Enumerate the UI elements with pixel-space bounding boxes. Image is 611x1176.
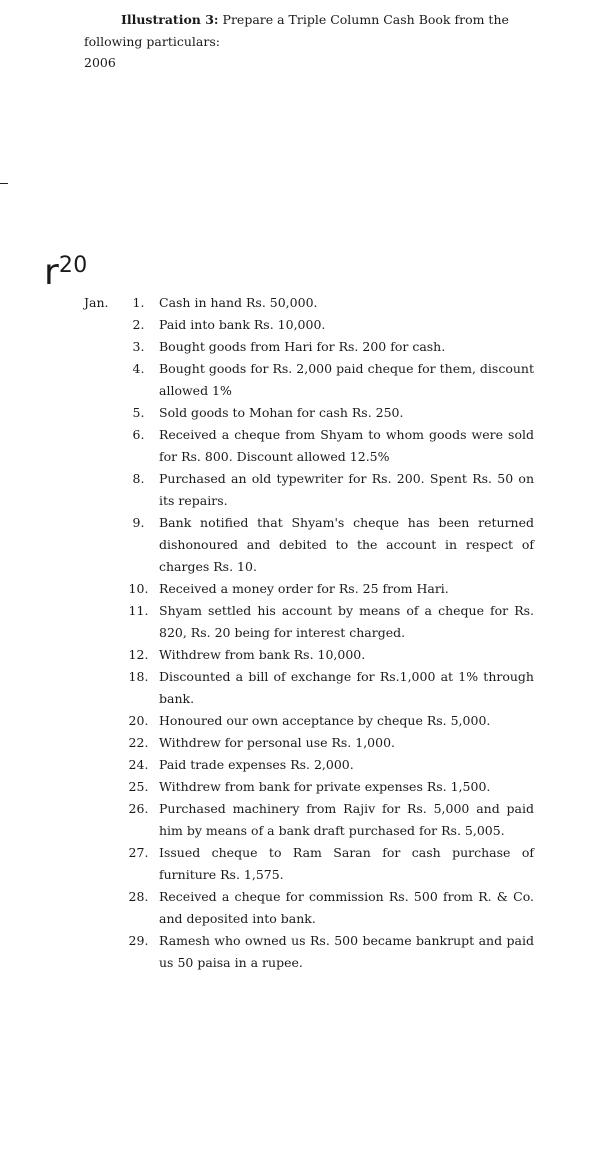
transaction-entry <box>118 512 534 578</box>
transaction-entry <box>118 886 534 930</box>
transaction-entry <box>118 358 534 402</box>
entry-text: Bought goods from Hari for Rs. 200 for cash. <box>159 339 446 354</box>
handwritten-annotation <box>44 253 88 298</box>
entry-day: 26. <box>128 801 149 816</box>
entry-day: 9. <box>132 515 145 530</box>
transaction-entry <box>118 732 534 754</box>
entry-day: 1. <box>132 295 145 310</box>
illustration-label: Illustration 3: <box>121 12 219 27</box>
transaction-entry <box>118 644 534 666</box>
transaction-list <box>118 292 534 974</box>
entry-text: Bought goods for Rs. 2,000 paid cheque for them, discount allowed 1% <box>159 361 534 398</box>
entry-day: 6. <box>132 427 145 442</box>
transaction-entry <box>118 842 534 886</box>
entry-text: Sold goods to Mohan for cash Rs. 250. <box>159 405 404 420</box>
entry-day: 22. <box>128 735 149 750</box>
entry-day: 24. <box>128 757 149 772</box>
entry-day: 4. <box>132 361 145 376</box>
entry-text: Withdrew from bank Rs. 10,000. <box>159 647 366 662</box>
transaction-entry <box>118 710 534 732</box>
illustration-heading <box>84 9 534 53</box>
entry-text: Paid into bank Rs. 10,000. <box>159 317 326 332</box>
entry-day: 27. <box>128 845 149 860</box>
entry-day: 11. <box>128 603 149 618</box>
entry-day: 25. <box>128 779 149 794</box>
transaction-entry <box>118 424 534 468</box>
transaction-entry <box>118 468 534 512</box>
transaction-entry <box>118 578 534 600</box>
entry-text: Paid trade expenses Rs. 2,000. <box>159 757 354 772</box>
entry-day: 3. <box>132 339 145 354</box>
entry-text: Received a cheque from Shyam to whom goods were sold for Rs. 800. Discount allowed 12.5% <box>159 427 534 464</box>
entry-day: 18. <box>128 669 149 684</box>
edge-mark <box>0 183 8 184</box>
entry-day: 5. <box>132 405 145 420</box>
entry-text: Discounted a bill of exchange for Rs.1,000 at 1% through bank. <box>159 669 534 706</box>
transaction-entry <box>118 930 534 974</box>
year-label: 2006 <box>84 55 116 70</box>
entry-text: Ramesh who owned us Rs. 500 became bankrupt and paid us 50 paisa in a rupee. <box>159 933 534 970</box>
transaction-entry <box>118 600 534 644</box>
illustration-instruction: Prepare a Triple Column Cash Book from the <box>222 12 509 27</box>
transaction-entry <box>118 292 534 314</box>
transaction-entry <box>118 402 534 424</box>
handwritten-number: 20 <box>58 253 88 278</box>
entry-day: 29. <box>128 933 149 948</box>
entry-text: Withdrew from bank for private expenses Rs. 1,500. <box>159 779 491 794</box>
entry-day: 28. <box>128 889 149 904</box>
entry-text: Shyam settled his account by means of a cheque for Rs. 820, Rs. 20 being for interest charged. <box>159 603 534 640</box>
entry-text: Purchased an old typewriter for Rs. 200. Spent Rs. 50 on its repairs. <box>159 471 534 508</box>
transaction-entry <box>118 336 534 358</box>
handwritten-mark: r <box>44 252 59 293</box>
entry-text: Received a cheque for commission Rs. 500 from R. & Co. and deposited into bank. <box>159 889 534 926</box>
entry-day: 10. <box>128 581 149 596</box>
transaction-entry <box>118 754 534 776</box>
entry-text: Issued cheque to Ram Saran for cash purchase of furniture Rs. 1,575. <box>159 845 534 882</box>
transaction-entry <box>118 314 534 336</box>
entry-text: Withdrew for personal use Rs. 1,000. <box>159 735 396 750</box>
transaction-entry <box>118 798 534 842</box>
entry-day: 20. <box>128 713 149 728</box>
entry-text: Received a money order for Rs. 25 from Hari. <box>159 581 449 596</box>
entry-text: Cash in hand Rs. 50,000. <box>159 295 318 310</box>
entry-text: Honoured our own acceptance by cheque Rs. 5,000. <box>159 713 491 728</box>
entry-text: Bank notified that Shyam's cheque has been returned dishonoured and debited to the account in respect of charges Rs. 10. <box>159 515 534 574</box>
transaction-entry <box>118 776 534 798</box>
entry-text: Purchased machinery from Rajiv for Rs. 5,000 and paid him by means of a bank draft purchased for Rs. 5,005. <box>159 801 534 838</box>
illustration-instruction-cont: following particulars: <box>84 34 220 49</box>
entry-day: 2. <box>132 317 145 332</box>
month-label: Jan. <box>84 295 109 310</box>
entry-day: 8. <box>132 471 145 486</box>
transaction-entry <box>118 666 534 710</box>
entry-day: 12. <box>128 647 149 662</box>
